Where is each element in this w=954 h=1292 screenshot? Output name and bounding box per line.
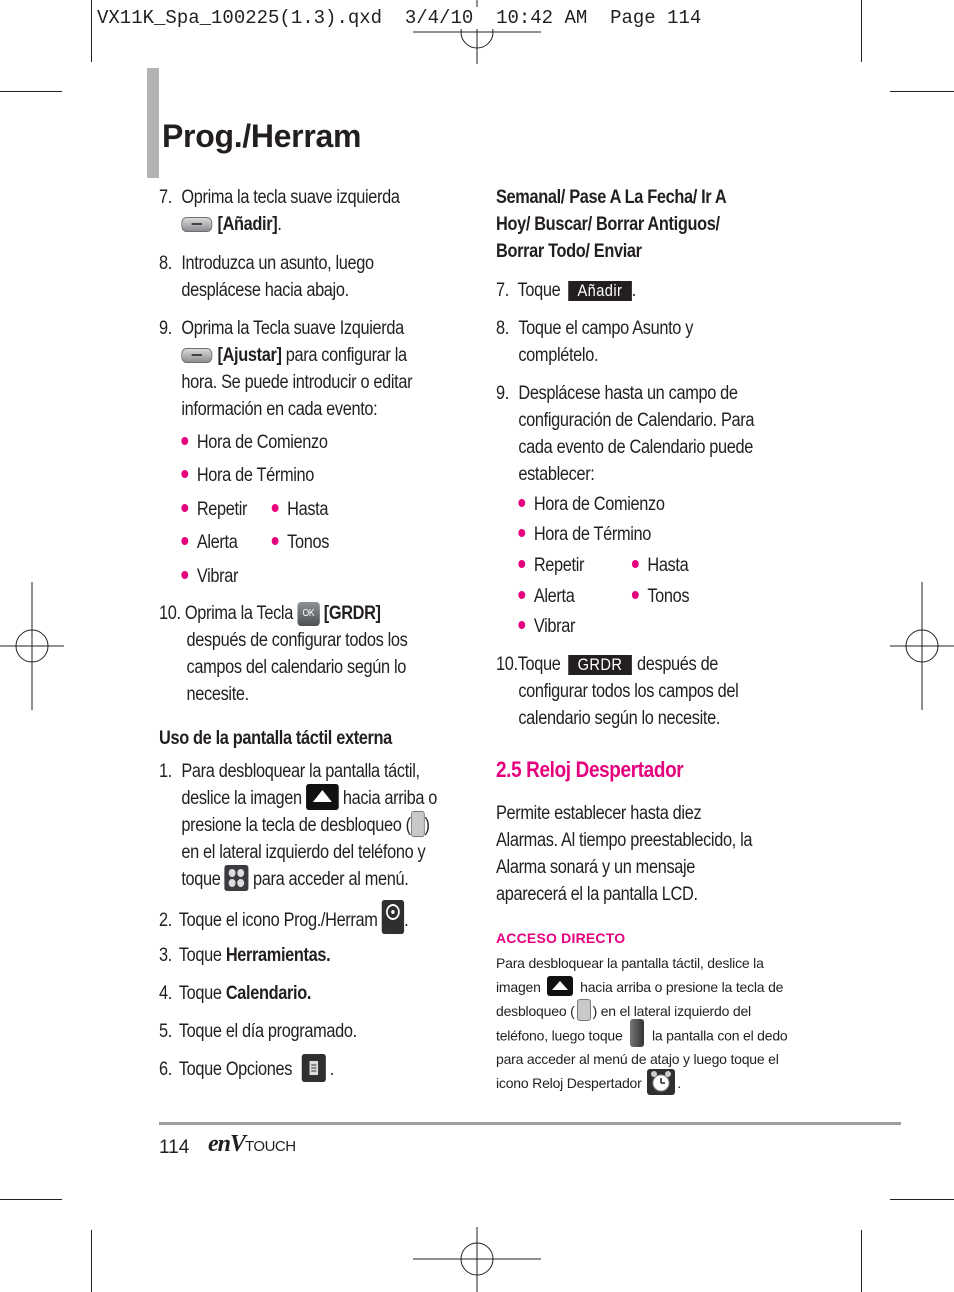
bullet-item: Repetir: [518, 552, 584, 579]
step-1: 1.: [159, 761, 172, 782]
step-9-line: hora. Se puede introducir o editar: [181, 372, 413, 393]
shortcut-heading: ACCESO DIRECTO: [496, 930, 626, 946]
side-tab-icon: [630, 1019, 644, 1047]
step-10-line: campos del calendario según lo: [186, 657, 407, 678]
bullet-icon: [518, 621, 525, 629]
unlock-slide-icon: [547, 976, 573, 996]
step-1-line: toque para acceder al menú.: [181, 866, 408, 893]
shortcut-line: teléfono, luego toque la pantalla con el dedo: [496, 1023, 788, 1051]
bullet-icon: [181, 537, 188, 545]
right-step-7: 7. Toque Añadir .: [496, 280, 636, 301]
bullet-item: Hasta: [272, 496, 328, 523]
step-9-line: información en cada evento:: [181, 399, 378, 420]
step-1-line: en el lateral izquierdo del teléfono y: [181, 842, 426, 863]
step-8-line: desplácese hacia abajo.: [181, 280, 349, 301]
bullet-item: Hora de Término: [181, 462, 314, 489]
step-2: 2. Toque el icono Prog./Herram .: [159, 904, 408, 938]
right-step-9-line: Desplácese hasta un campo de: [518, 383, 738, 404]
page-number: 114: [159, 1137, 190, 1158]
bullet-item: Tonos: [632, 583, 689, 610]
right-step-8-line: Toque el campo Asunto y: [518, 318, 694, 339]
step-7: 7. Oprima la tecla suave izquierda: [159, 187, 400, 208]
footer-rule: [159, 1122, 901, 1125]
shortcut-line: para acceder al menú de atajo y luego toque el: [496, 1051, 779, 1067]
paragraph-line: aparecerá el la pantalla LCD.: [496, 884, 698, 905]
right-step-10-line: calendario según lo necesite.: [518, 708, 721, 729]
bullet-icon: [518, 591, 525, 599]
step-6: 6. Toque Opciones .: [159, 1056, 334, 1084]
bullet-icon: [181, 571, 188, 579]
save-button: GRDR: [568, 655, 632, 675]
bullet-icon: [272, 537, 279, 545]
step-8: 8.: [159, 253, 172, 274]
step-1-line: presione la tecla de desbloqueo ( ): [181, 812, 429, 839]
step-1-line: Para desbloquear la pantalla táctil,: [181, 761, 420, 782]
bullet-icon: [181, 504, 188, 512]
bullet-item: Hora de Término: [518, 521, 651, 548]
step-10-line: necesite.: [186, 684, 249, 705]
right-step-8: 8.: [496, 318, 509, 339]
step-9: 9.: [159, 318, 172, 339]
bullet-item: Hasta: [632, 552, 688, 579]
bullet-item: Repetir: [181, 496, 247, 523]
bullet-item: Alerta: [518, 583, 574, 610]
step-8-line: Introduzca un asunto, luego: [181, 253, 374, 274]
registration-mark-bottom: [413, 1227, 541, 1292]
step-7-key: [Añadir].: [181, 211, 281, 238]
bullet-item: Hora de Comienzo: [518, 491, 664, 518]
step-5: 5. Toque el día programado.: [159, 1021, 357, 1042]
bullet-item: Vibrar: [181, 563, 238, 590]
options-list-line: Borrar Todo/ Enviar: [496, 241, 642, 262]
prog-herram-icon: [382, 900, 404, 934]
print-slug: VX11K_Spa_100225(1.3).qxd 3/4/10 10:42 AM Page 114: [97, 7, 705, 29]
step-10: 10. Oprima la Tecla OK [GRDR]: [159, 603, 381, 624]
paragraph-line: Alarma sonará y un mensaje: [496, 857, 696, 878]
registration-mark-right: [890, 582, 954, 710]
shortcut-line: icono Reloj Despertador .: [496, 1071, 681, 1097]
section-heading: 2.5 Reloj Despertador: [496, 757, 684, 782]
right-step-9-line: establecer:: [518, 464, 595, 485]
right-step-10: 10.Toque GRDR después de: [496, 654, 719, 675]
title-bar: [147, 68, 159, 178]
arrow-up-icon: [306, 784, 339, 810]
bullet-icon: [518, 499, 525, 507]
shortcut-line: desbloqueo ( ) en el lateral izquierdo del: [496, 999, 751, 1023]
add-button: Añadir: [568, 281, 632, 301]
bullet-icon: [632, 591, 639, 599]
bullet-icon: [181, 470, 188, 478]
step-9-line: Oprima la Tecla suave Izquierda: [181, 318, 404, 339]
right-step-9-line: configuración de Calendario. Para: [518, 410, 755, 431]
alarm-clock-icon: [647, 1069, 675, 1095]
options-list-line: Semanal/ Pase A La Fecha/ Ir A: [496, 187, 727, 208]
bullet-icon: [181, 437, 188, 445]
paragraph-line: Permite establecer hasta diez: [496, 803, 702, 824]
arrow-up-icon: [547, 976, 573, 996]
shortcut-line: imagen hacia arriba o presione la tecla de: [496, 975, 783, 999]
shortcut-line: Para desbloquear la pantalla táctil, deslice la: [496, 955, 764, 971]
bullet-icon: [632, 560, 639, 568]
page-title: Prog./Herram: [162, 118, 362, 154]
brand-logo: enVTOUCH: [208, 1131, 296, 1157]
bullet-item: Hora de Comienzo: [181, 429, 327, 456]
unlock-key-icon: [411, 811, 425, 837]
left-softkey-icon: [181, 217, 212, 232]
step-1-line: deslice la imagen hacia arriba o: [181, 785, 437, 812]
step-10-line: después de configurar todos los: [186, 630, 408, 651]
ok-key-icon: OK: [297, 602, 319, 626]
left-softkey-icon: [181, 348, 212, 363]
bullet-icon: [518, 529, 525, 537]
bullet-icon: [272, 504, 279, 512]
unlock-slide-icon: [306, 784, 339, 810]
bullet-item: Alerta: [181, 529, 237, 556]
paragraph-line: Alarmas. Al tiempo preestablecido, la: [496, 830, 753, 851]
right-step-9-line: cada evento de Calendario puede: [518, 437, 753, 458]
right-step-8-line: complételo.: [518, 345, 599, 366]
options-list-line: Hoy/ Buscar/ Borrar Antiguos/: [496, 214, 720, 235]
subheading: Uso de la pantalla táctil externa: [159, 728, 392, 749]
unlock-key-icon: [577, 999, 591, 1021]
bullet-icon: [518, 560, 525, 568]
registration-mark-left: [0, 582, 64, 710]
bullet-item: Vibrar: [518, 613, 575, 640]
bullet-item: Tonos: [272, 529, 329, 556]
step-3: 3. Toque Herramientas.: [159, 945, 331, 966]
step-4: 4. Toque Calendario.: [159, 983, 312, 1004]
right-step-9: 9.: [496, 383, 509, 404]
step-9-key: [Ajustar] para configurar la: [181, 342, 406, 369]
options-icon: [301, 1054, 325, 1082]
right-step-10-line: configurar todos los campos del: [518, 681, 739, 702]
menu-grid-icon: [225, 865, 249, 891]
